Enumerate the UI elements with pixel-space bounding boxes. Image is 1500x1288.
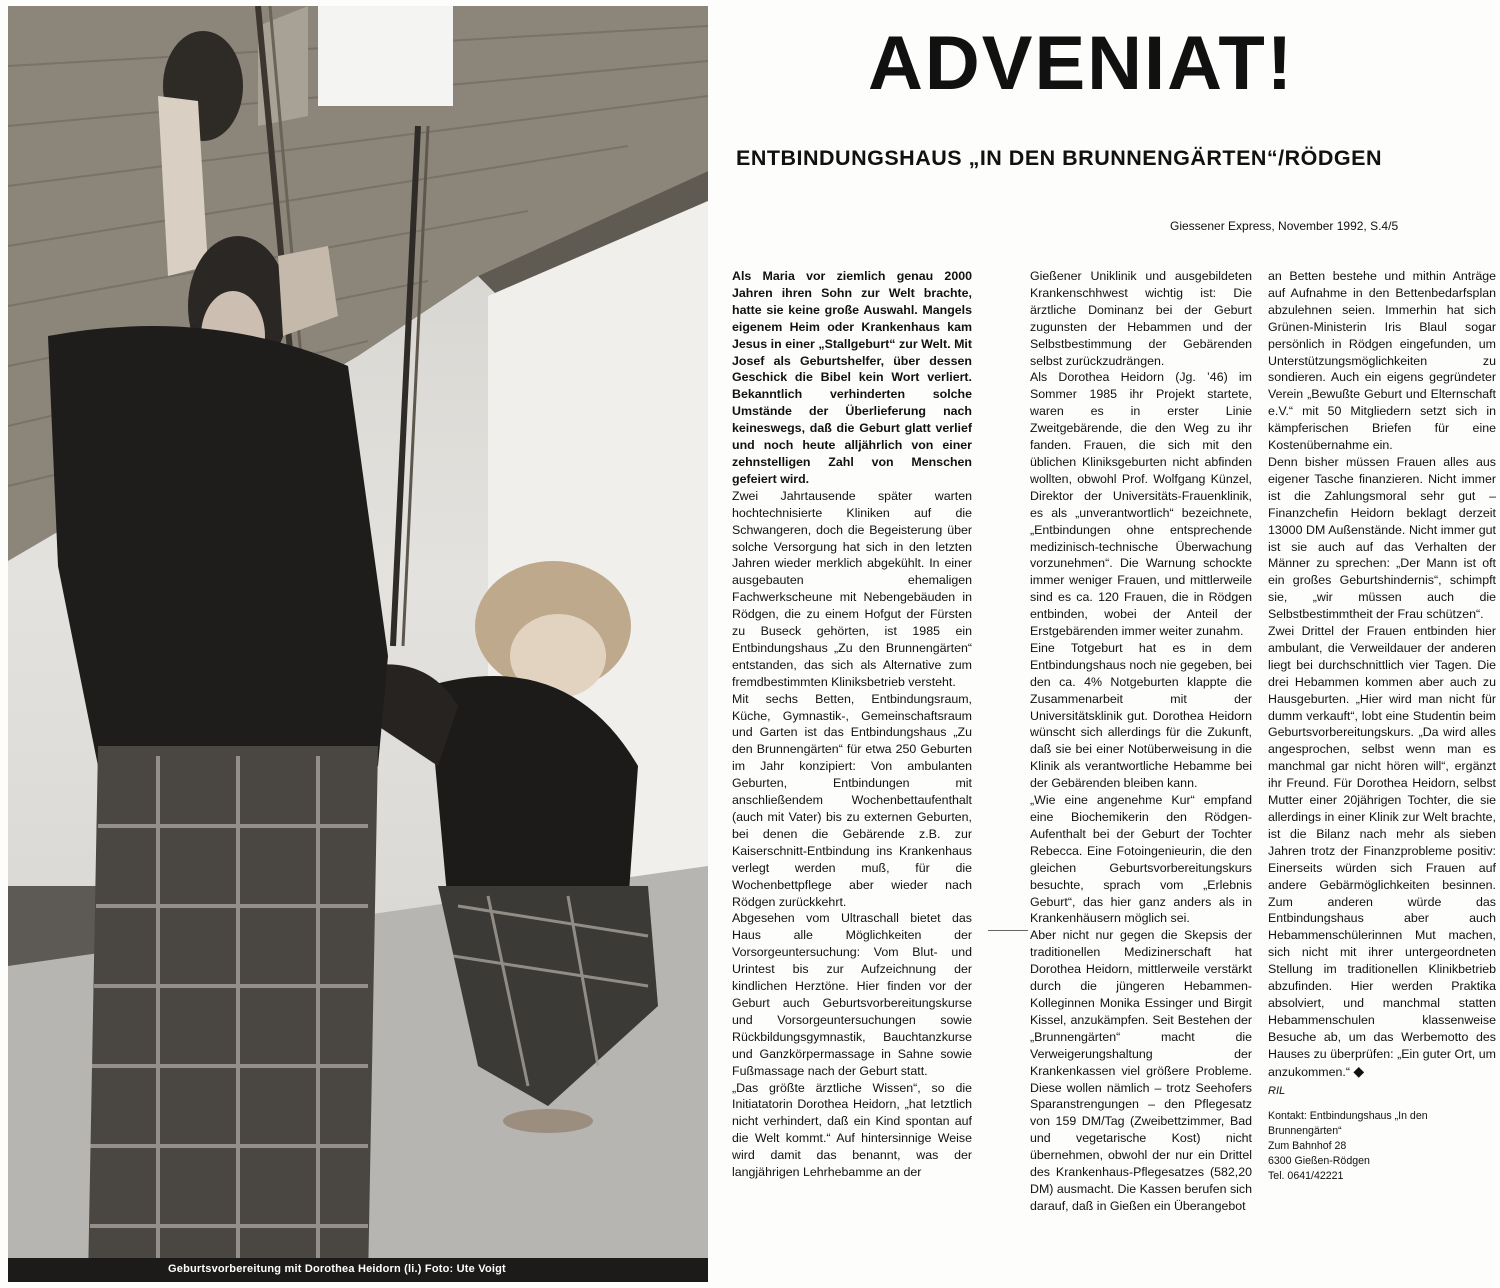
- lead-paragraph: Als Maria vor ziemlich genau 2000 Jahren ihren Sohn zur Welt brachte, hatte sie keine große Auswahl. Mangels eigenem Heim oder Krankenhaus kam Jesus in einer „Stallgeburt“ zur Welt. Mit Josef als Geburtshelfer, über dessen Geschick die Bibel kein Wort verliert. Bekanntlich verhinderten solche Umstände der Überlieferung nach keineswegs, daß die Geburt glatt verlief und noch heute alljährlich von einer zehnstelligen Zahl von Menschen gefeiert wird.: [732, 269, 972, 486]
- paragraph: an Betten bestehe und mithin Anträge auf Aufnahme in den Bettenbedarfsplan abzulehnen seien. Immerhin hat sich Grünen-Ministerin Iris Blaul sogar persönlich in Rödgen eingefunden, um Unterstützungsmöglichkeiten zu sondieren. Auch ein eigens gegründeter Verein „Bewußte Geburt und Elternschaft e.V.“ mit 50 Mitgliedern setzt sich in kämpferischen Briefen für eine Kostenübernahme ein.: [1268, 269, 1496, 453]
- paragraph: „Das größte ärztliche Wissen“, so die Initiatatorin Dorothea Heidorn, „hat letztlich nicht verhindert, daß ein Kind spontan auf die Welt kommt.“ Auf hintersinnige Weise wird damit das benannt, was der langjährigen Lehrhebamme an der: [732, 1080, 972, 1180]
- paragraph: „Wie eine angenehme Kur“ empfand eine Biochemikerin den Rödgen-Aufenthalt bei der Geburt der Tochter Rebecca. Eine Fotoingenieurin, die den gleichen Geburtsvorbereitungskurs besuchte, sprach vom „Erlebnis Geburt“, das hier ganz anders als in Krankenhäusern möglich sei.: [1030, 793, 1252, 926]
- photo-illustration: [8, 6, 708, 1282]
- paragraph: Eine Totgeburt hat es in dem Entbindungshaus noch nie gegeben, bei den ca. 4% Notgeburten klappte die Zusammenarbeit mit der Universitätsklinik gut. Dorothea Heidorn wünscht sich allerdings für die Zukunft, daß sie bei einer Notüberweisung in die Klinik als verantwortliche Hebamme bei der Gebärenden bleiben kann.: [1030, 640, 1252, 791]
- paragraph: [1268, 623, 1496, 1080]
- contact-city: 6300 Gießen-Rödgen: [1268, 1155, 1370, 1168]
- paragraph: Denn bisher müssen Frauen alles aus eigener Tasche finanzieren. Nicht immer ist die Zahlungsmoral sehr gut – Finanzchefin Heidorn beklagt derzeit 13000 DM Außenstände. Nicht immer gut ist sie auch auf das Verhalten der Männer zu sprechen: „Der Mann ist oft ein großes Geburtshindernis“, schimpft sie, „wir müssen auch die Selbstbestimmtheit der Frau schützen“.: [1268, 454, 1496, 622]
- headline: ADVENIAT!: [868, 21, 1295, 106]
- author-signature: RIL: [1268, 1084, 1286, 1097]
- article-photo: [8, 6, 708, 1282]
- column-divider: [988, 930, 1028, 931]
- paragraph-text: Zwei Drittel der Frauen entbinden hier ambulant, die Verweildauer der anderen liegt bei durchschnittlich vier Tagen. Die drei Hebammen kommen aber auch zu Hausgeburten. „Hier wird man nicht für dumm verkauft“, lobt eine Studentin beim Geburtsvorbereitungskurs. „Da wird alles angesprochen, selbst wenn man es manchmal gar nicht hören will“, ergänzt ihr Freund. Für Dorothea Heidorn, selbst Mutter einer 20jährigen Tochter, die sie allerdings in einer Klinik zur Welt brachte, ist die Bilanz nach mehr als sieben Jahren trotz der Finanzprobleme positiv: Einerseits würden sich Frauen auf andere Gebärmöglichkeiten besinnen. Zum anderen würde das Entbindungshaus aber auch Hebammenschülerinnen Mut machen, sich nicht mit ihrer untergeordneten Stellung im traditionellen Klinikbetrieb abzufinden. Hier werden Praktika absolviert, und manchmal statten Hebammenschulen klassenweise Besuche ab, um das Werbemotto des Hauses zu überprüfen: „Ein guter Ort, um anzukommen.“: [1268, 624, 1496, 1079]
- contact-box: [1268, 1109, 1496, 1184]
- photo-caption: Geburtsvorbereitung mit Dorothea Heidorn (li.) Foto: Ute Voigt: [168, 1263, 506, 1275]
- contact-phone: Tel. 0641/42221: [1268, 1170, 1344, 1183]
- end-mark-icon: ◆: [1353, 1062, 1365, 1079]
- paragraph: Abgesehen vom Ultraschall bietet das Haus alle Möglichkeiten der Vorsorgeuntersuchung: Vom Blut- und Urintest bis zur Aufzeichnung der kindlichen Herztöne. Hier finden vor der Geburt auch Geburtsvorbereitungskurse und Vorsorgeuntersuchungen sowie Rückbildungsgymnastik, Bauchtanzkurse und Ganzkörpermassage in Sahne sowie Fußmassage nach der Geburt statt.: [732, 911, 972, 1078]
- contact-line: Kontakt: Entbindungshaus „In den Brunnengärten“: [1268, 1110, 1428, 1138]
- subheadline: ENTBINDUNGSHAUS „IN DEN BRUNNENGÄRTEN“/RÖDGEN: [736, 146, 1383, 170]
- article-column-3: [1268, 268, 1496, 1184]
- paragraph: Zwei Jahrtausende später warten hochtechnisierte Kliniken auf die Schwangeren, doch die Begeisterung über solche Versorgung hat sich in den letzten Jahren wieder merklich abgekühlt. In einer ausgebauten ehemaligen Fachwerkscheune mit Nebengebäuden in Rödgen, die zu einem Hofgut der Fürsten zu Buseck gehörten, ist 1985 ein Entbindungshaus „Zu den Brunnengärten“ entstanden, das sich als Alternative zum fremdbestimmten Kliniksbetrieb versteht.: [732, 488, 972, 689]
- article-column-1: [732, 268, 972, 1181]
- paragraph: Als Dorothea Heidorn (Jg. ’46) im Sommer 1985 ihr Projekt startete, waren es in erster Linie Zweitgebärende, die den Weg zu ihr fanden. Frauen, die sich mit den üblichen Kliniksgeburten nicht abfinden wollten, obwohl Prof. Wolfgang Künzel, Direktor der Universitäts-Frauenklinik, es als „unverantwortlich“ bezeichnete, „Entbindungen ohne entsprechende medizinisch-technische Überwachung vorzunehmen“. Die Warnung schockte immer weniger Frauen, und mittlerweile sind es ca. 120 Frauen, die in Rödgen entbinden, wobei der Anteil der Erstgebärenden immer weiter zunahm.: [1030, 370, 1252, 639]
- paragraph: Gießener Uniklinik und ausgebildeten Krankenschhwest wichtig ist: Die ärztliche Dominanz bei der Geburt zugunsten der Hebammen und der Selbstbestimmung der Gebärenden selbst zurückzudrängen.: [1030, 269, 1252, 368]
- article-column-2: [1030, 268, 1252, 1215]
- source-citation: Giessener Express, November 1992, S.4/5: [1170, 219, 1399, 233]
- paragraph: Aber nicht nur gegen die Skepsis der traditionellen Medizinerschaft hat Dorothea Heidorn, mittlerweile verstärkt durch die jüngeren Hebammen-Kolleginnen Monika Essinger und Birgit Kissel, anzukämpfen. Seit Bestehen der „Brunnengärten“ macht die Verweigerungshaltung der Krankenkassen viel größere Probleme. Diese wollen nämlich – trotz Seehofers Sparanstrengungen – den Pflegesatz von 159 DM/Tag (Zweibettzimmer, Bad und vegetarische Kost) nicht übernehmen, obwohl der nur ein Drittel des Krankenhaus-Pflegesatzes (582,20 DM) ausmacht. Die Kassen berufen sich darauf, daß in Gießen ein Überangebot: [1030, 928, 1252, 1213]
- contact-address: Zum Bahnhof 28: [1268, 1140, 1347, 1153]
- paragraph: Mit sechs Betten, Entbindungsraum, Küche, Gymnastik-, Gemeinschaftsraum und Garten ist das Entbindungshaus „Zu den Brunnengärten“ für etwa 250 Geburten im Jahr konzipiert: Von ambulanten Geburten, Entbindungen mit anschließendem Wochenbettaufenthalt (auch mit Vater) bis zu externen Geburten, bei denen die Gebärende z.B. zur Kaiserschnitt-Entbindung ins Krankenhaus verlegt werden muß, für die Wochenbettpflege aber wieder nach Rödgen zurückkehrt.: [732, 691, 972, 909]
